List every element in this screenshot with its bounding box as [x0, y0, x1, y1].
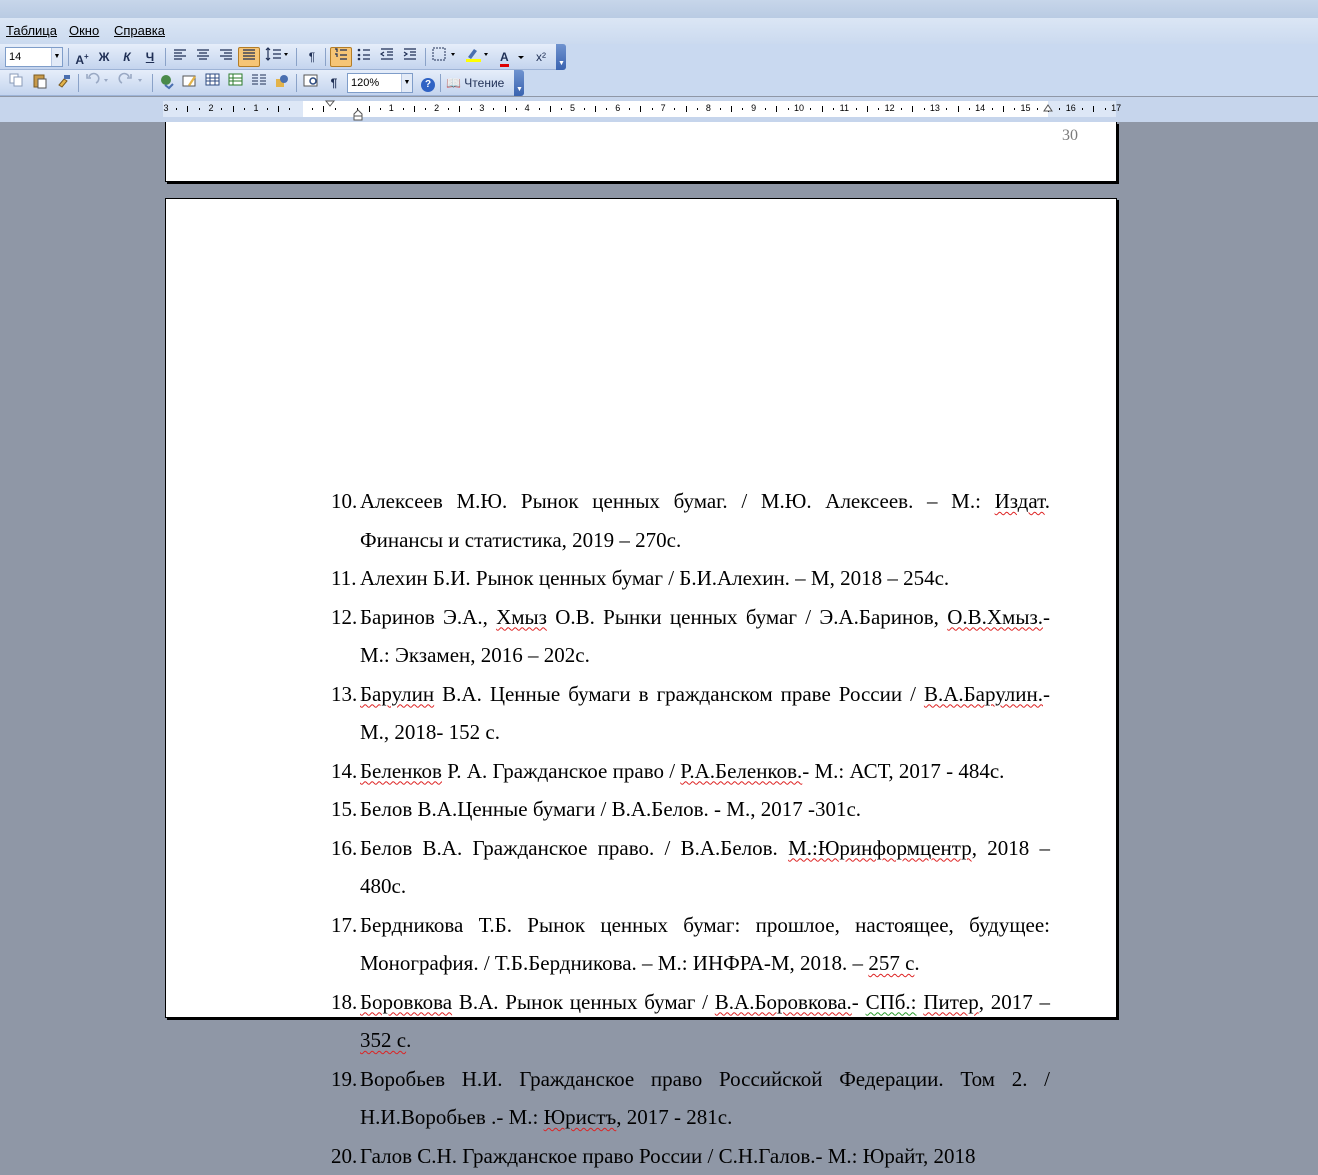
drawing-icon	[274, 73, 290, 89]
ruler-tick	[1059, 108, 1060, 110]
font-color-icon: A	[500, 50, 509, 67]
list-item-text: Воробьев Н.И. Гражданское право Российской Федерации. Том 2. / Н.И.Воробьев .- М.: Юристъ, 2017 - 281с.	[360, 1067, 1050, 1130]
toolbar-separator	[296, 74, 297, 92]
hanging-indent-marker[interactable]	[353, 109, 363, 123]
line-spacing-button[interactable]	[263, 47, 291, 67]
list-item-text: Белов В.А.Ценные бумаги / В.А.Белов. - М., 2017 -301с.	[360, 797, 861, 821]
copy-button[interactable]	[6, 73, 26, 93]
reading-mode-label: Чтение	[464, 76, 504, 90]
toolbar-separator	[165, 48, 166, 66]
columns-icon	[251, 73, 267, 87]
list-item-text: Барулин В.А. Ценные бумаги в гражданском праве России / В.А.Барулин.- М., 2018- 152 с.	[360, 682, 1050, 745]
list-item	[331, 1060, 1050, 1137]
increase-indent-button[interactable]	[400, 47, 420, 67]
list-item-number: 20.	[331, 1137, 360, 1175]
drawing-button[interactable]	[272, 73, 292, 93]
ruler-label: 17	[1109, 103, 1123, 113]
increase-indent-icon	[403, 48, 417, 61]
ruler-tick	[629, 108, 630, 110]
paste-button[interactable]	[30, 73, 50, 93]
font-size-select[interactable]	[5, 47, 63, 67]
ruler-tick	[833, 108, 834, 110]
ruler-label: 9	[747, 103, 761, 113]
book-icon: 📖	[446, 76, 461, 90]
ruler-tick	[369, 106, 370, 112]
ruler-label: 6	[611, 103, 625, 113]
ruler-tick	[742, 108, 743, 110]
list-item-number: 17.	[331, 906, 360, 945]
toolbar-separator	[296, 48, 297, 66]
list-item-text: Алехин Б.И. Рынок ценных бумаг / Б.И.Алехин. – М, 2018 – 254с.	[360, 566, 949, 590]
underline-button[interactable]: Ч	[140, 47, 160, 67]
first-line-indent-marker[interactable]	[325, 99, 335, 109]
list-item	[331, 559, 1050, 598]
borders-button[interactable]	[430, 47, 460, 67]
undo-button[interactable]	[82, 73, 114, 93]
ruler-tick	[674, 108, 675, 110]
reading-mode-button[interactable]	[446, 73, 512, 93]
toolbar-options-button[interactable]: ▼	[514, 70, 524, 96]
ruler-tick	[969, 108, 970, 110]
current-page[interactable]	[165, 198, 1117, 1018]
ruler-label: 10	[792, 103, 806, 113]
document-map-button[interactable]	[301, 73, 321, 93]
insert-excel-button[interactable]	[226, 73, 246, 93]
paste-icon	[32, 73, 48, 89]
ruler-label: 5	[566, 103, 580, 113]
align-left-icon	[173, 49, 187, 61]
ruler-tick	[652, 108, 653, 110]
list-item	[331, 829, 1050, 906]
list-item-text: Беленков Р. А. Гражданское право / Р.А.Беленков.- М.: АСТ, 2017 - 484с.	[360, 759, 1004, 783]
ruler-tick	[1082, 108, 1083, 110]
ruler-tick	[686, 106, 687, 112]
title-strip	[0, 0, 1318, 18]
ruler-tick	[822, 106, 823, 112]
page-number: 30	[1062, 127, 1078, 145]
borders-icon	[432, 47, 458, 61]
align-right-icon	[219, 49, 233, 61]
ruler-label: 14	[973, 103, 987, 113]
insert-table-icon	[205, 73, 221, 87]
grow-font-icon: A	[75, 53, 84, 67]
ruler-tick	[640, 106, 641, 112]
ruler-tick	[584, 108, 585, 110]
ruler-tick	[946, 108, 947, 110]
align-right-button[interactable]	[216, 47, 236, 67]
chevron-down-icon[interactable]: ▼	[51, 48, 62, 66]
copy-icon	[9, 73, 23, 87]
ruler-tick	[958, 106, 959, 112]
show-marks-button[interactable]: ¶	[324, 73, 344, 93]
ruler-tick	[459, 106, 460, 112]
ruler-label: 1	[384, 103, 398, 113]
highlight-button[interactable]	[463, 47, 493, 67]
toolbar-separator	[325, 48, 326, 66]
ruler-label: 7	[656, 103, 670, 113]
ruler-label: 4	[520, 103, 534, 113]
ruler-tick	[312, 108, 313, 110]
insert-excel-icon	[228, 73, 244, 87]
ruler-label: 12	[883, 103, 897, 113]
ruler-tick	[244, 108, 245, 110]
hanging-indent-icon	[353, 109, 363, 121]
horizontal-ruler[interactable]	[163, 101, 1116, 117]
document-map-icon	[303, 73, 319, 89]
list-item-text: Боровкова В.А. Рынок ценных бумаг / В.А.Боровкова.- СПб.: Питер, 2017 – 352 с.	[360, 990, 1050, 1053]
numbered-list-icon	[334, 48, 348, 61]
first-indent-icon	[325, 100, 335, 107]
ruler-tick	[403, 108, 404, 110]
ruler-tick	[267, 108, 268, 110]
redo-icon	[118, 73, 146, 87]
ruler-tick	[1037, 108, 1038, 110]
help-button[interactable]	[418, 73, 438, 93]
ruler-tick	[550, 106, 551, 112]
ruler-tick	[1105, 108, 1106, 110]
ruler-tick	[561, 108, 562, 110]
ruler-tick	[493, 108, 494, 110]
help-icon: ?	[421, 78, 435, 92]
ruler-label: 15	[1019, 103, 1033, 113]
align-center-icon	[196, 49, 210, 61]
chevron-down-icon[interactable]: ▼	[401, 74, 412, 92]
bullet-list-icon	[357, 48, 371, 61]
text-direction-button[interactable]: ¶	[302, 47, 322, 67]
ruler-tick	[425, 108, 426, 110]
hyperlink-button[interactable]	[157, 73, 177, 93]
menu-window[interactable]: Окно	[69, 23, 99, 38]
ruler-tick	[856, 108, 857, 110]
list-item	[331, 1137, 1050, 1175]
format-painter-button[interactable]	[54, 73, 74, 93]
align-center-button[interactable]	[193, 47, 213, 67]
ruler-tick	[380, 108, 381, 110]
list-item-number: 18.	[331, 983, 360, 1022]
superscript-button[interactable]: x²	[531, 47, 551, 67]
ruler-tick	[776, 106, 777, 112]
list-item-text: Бердникова Т.Б. Рынок ценных бумаг: прошлое, настоящее, будущее: Монография. / Т.Б.Бердникова. – М.: ИНФРА-М, 2018. – 257 с.	[360, 913, 1050, 976]
menu-table[interactable]: Таблица	[6, 23, 57, 38]
chevron-down-icon	[517, 55, 525, 61]
italic-button[interactable]: К	[117, 47, 137, 67]
ruler-tick	[289, 108, 290, 110]
ruler-tick	[516, 108, 517, 110]
list-item-number: 10.	[331, 482, 360, 521]
list-item-text: Галов С.Н. Гражданское право России / С.Н.Галов.- М.: Юрайт, 2018	[360, 1144, 976, 1168]
ruler-tick	[414, 106, 415, 112]
toolbar-separator	[78, 74, 79, 92]
toolbar-separator	[425, 48, 426, 66]
ruler-label: 16	[1064, 103, 1078, 113]
format-painter-icon	[56, 73, 72, 89]
tables-borders-button[interactable]	[180, 73, 200, 93]
toolbar-options-button[interactable]: ▼	[556, 44, 566, 70]
menu-help[interactable]: Справка	[114, 23, 165, 38]
ruler-tick	[505, 106, 506, 112]
ruler-tick	[176, 108, 177, 110]
decrease-indent-button[interactable]	[377, 47, 397, 67]
toolbar-separator	[440, 74, 441, 92]
ruler-tick	[720, 108, 721, 110]
justify-icon	[242, 49, 256, 61]
numbered-list-button[interactable]	[330, 47, 352, 67]
list-item-text: Алексеев М.Ю. Рынок ценных бумаг. / М.Ю. Алексеев. – М.: Издат. Финансы и статистика, 2019 – 270с.	[360, 489, 1050, 552]
ruler-tick	[810, 108, 811, 110]
list-item	[331, 906, 1050, 983]
list-item-number: 19.	[331, 1060, 360, 1099]
list-item-number: 13.	[331, 675, 360, 714]
list-item-number: 11.	[331, 559, 360, 598]
font-size-value: 14	[9, 51, 21, 63]
ruler-tick	[697, 108, 698, 110]
list-item-number: 16.	[331, 829, 360, 868]
ruler-label: 1	[249, 103, 263, 113]
ruler-label: 2	[204, 103, 218, 113]
ruler-label: 3	[475, 103, 489, 113]
standard-toolbar	[0, 70, 524, 96]
columns-button[interactable]	[249, 73, 269, 93]
list-item-number: 14.	[331, 752, 360, 791]
toolbar-separator	[152, 74, 153, 92]
ruler-tick	[448, 108, 449, 110]
ruler-tick	[1003, 106, 1004, 112]
ruler-tick	[187, 106, 188, 112]
ruler-tick	[731, 106, 732, 112]
ruler-tick	[1014, 108, 1015, 110]
ruler-label: 2	[430, 103, 444, 113]
right-indent-marker[interactable]	[1043, 104, 1053, 115]
menu-bar	[0, 18, 1318, 44]
ruler-tick	[278, 106, 279, 112]
ruler-label: 8	[701, 103, 715, 113]
ruler-tick	[595, 106, 596, 112]
ruler-tick	[539, 108, 540, 110]
list-item-text: Баринов Э.А., Хмыз О.В. Рынки ценных бумаг / Э.А.Баринов, О.В.Хмыз.- М.: Экзамен, 2016 – 202с.	[360, 605, 1050, 668]
font-color-button[interactable]	[497, 47, 527, 67]
list-item-text: Белов В.А. Гражданское право. / В.А.Белов. М.:Юринформцентр, 2018 – 480с.	[360, 836, 1050, 899]
ruler-tick	[901, 108, 902, 110]
ruler-tick	[992, 108, 993, 110]
list-item	[331, 983, 1050, 1060]
ruler-tick	[878, 108, 879, 110]
formatting-toolbar	[0, 44, 566, 70]
highlight-icon	[465, 47, 491, 63]
ruler-tick	[765, 108, 766, 110]
list-item	[331, 675, 1050, 752]
zoom-value: 120%	[351, 77, 379, 89]
ruler-tick	[867, 106, 868, 112]
line-spacing-icon	[265, 47, 289, 61]
ruler-tick	[788, 108, 789, 110]
list-item-number: 15.	[331, 790, 360, 829]
ruler-tick	[233, 106, 234, 112]
previous-page-bottom	[165, 122, 1117, 182]
list-item	[331, 752, 1050, 791]
grow-font-button[interactable]: A+	[72, 47, 92, 67]
align-left-button[interactable]	[170, 47, 190, 67]
list-item-number: 12.	[331, 598, 360, 637]
toolbar-separator	[68, 48, 69, 66]
bibliography-list	[331, 482, 1050, 1175]
list-item	[331, 482, 1050, 559]
ruler-tick	[912, 106, 913, 112]
redo-button[interactable]	[116, 73, 148, 93]
zoom-select[interactable]	[347, 73, 413, 93]
tables-borders-icon	[182, 73, 198, 89]
undo-icon	[84, 73, 112, 87]
justify-button[interactable]	[238, 47, 260, 67]
right-indent-icon	[1043, 104, 1053, 113]
ruler-tick	[221, 108, 222, 110]
ruler-tick	[199, 108, 200, 110]
decrease-indent-icon	[380, 48, 394, 61]
bold-button[interactable]: Ж	[94, 47, 114, 67]
ruler-tick	[924, 108, 925, 110]
ruler-tick	[1093, 106, 1094, 112]
list-item	[331, 598, 1050, 675]
ruler-tick	[606, 108, 607, 110]
list-item	[331, 790, 1050, 829]
ruler-tick	[471, 108, 472, 110]
bullet-list-button[interactable]	[354, 47, 374, 67]
ruler-label: 3	[159, 103, 173, 113]
ruler-label: 13	[928, 103, 942, 113]
ruler-label: 11	[837, 103, 851, 113]
hyperlink-icon	[159, 73, 175, 89]
insert-table-button[interactable]	[203, 73, 223, 93]
